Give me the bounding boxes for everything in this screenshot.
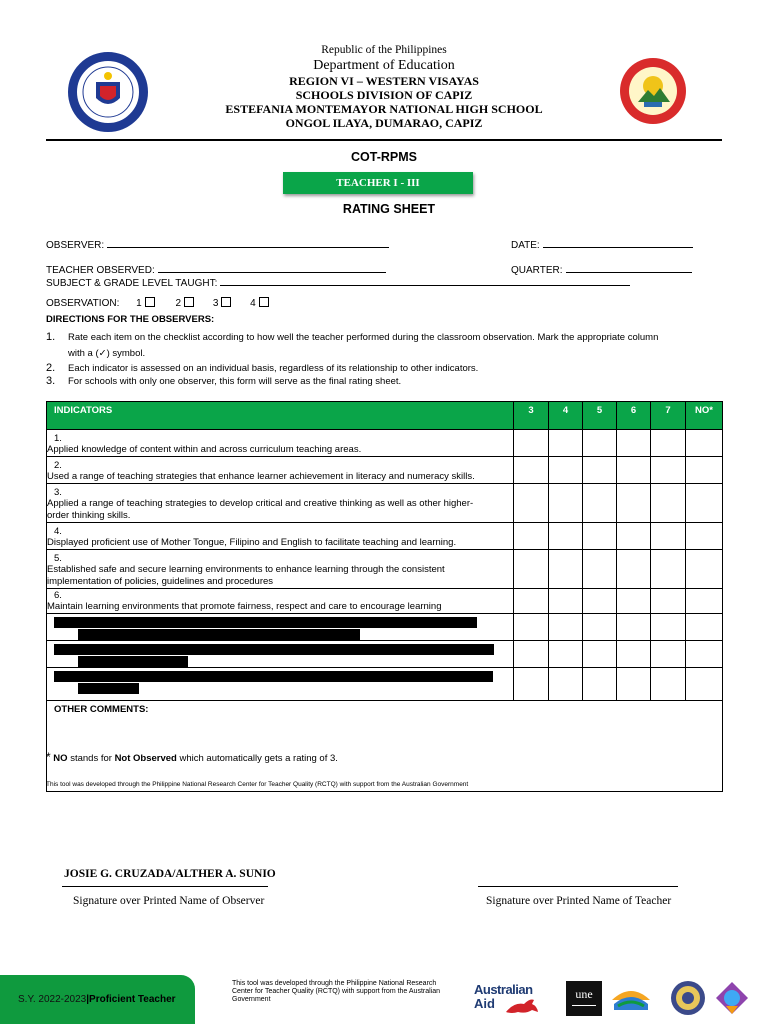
observation-option-2[interactable] [175, 298, 194, 309]
table-row [47, 523, 723, 550]
header-school: ESTEFANIA MONTEMAYOR NATIONAL HIGH SCHOOL [225, 102, 543, 116]
redacted-row [47, 641, 723, 668]
footer-separator: | [86, 994, 90, 1005]
rating-cell[interactable] [686, 641, 723, 668]
col-5-header: 5 [583, 402, 617, 430]
footnote-no: NO [50, 753, 68, 764]
subject-field[interactable] [46, 276, 630, 289]
rating-cell[interactable] [651, 430, 686, 457]
observation-label: OBSERVATION: [46, 298, 120, 309]
table-header-row [47, 402, 723, 430]
header-division: SCHOOLS DIVISION OF CAPIZ [295, 88, 473, 102]
row-6-num: 6. [54, 590, 62, 601]
teacher-level-banner [283, 172, 473, 194]
rating-cell[interactable] [651, 614, 686, 641]
observer-line[interactable] [107, 238, 389, 248]
australian-aid-text-2: Aid [474, 996, 495, 1011]
date-label: DATE: [511, 240, 540, 251]
rating-cell[interactable] [549, 614, 583, 641]
observer-field[interactable] [46, 238, 389, 251]
observation-option-1[interactable] [136, 298, 155, 309]
rating-cell[interactable] [583, 484, 617, 523]
rating-cell[interactable] [583, 668, 617, 701]
direction-3-text: For schools with only one observer, this form will serve as the final rating sheet. [68, 376, 402, 387]
direction-2-num: 2. [46, 362, 56, 374]
checkbox-2[interactable] [184, 297, 194, 307]
subject-line[interactable] [220, 276, 630, 286]
rating-cell[interactable] [549, 457, 583, 484]
checkbox-1[interactable] [145, 297, 155, 307]
footnote-mid: stands for [67, 753, 115, 764]
table-row [47, 484, 723, 523]
teacher-level-text: TEACHER I - III [336, 177, 420, 189]
teacher-observed-field[interactable] [46, 263, 386, 276]
rating-cell[interactable] [583, 430, 617, 457]
col-4-header: 4 [549, 402, 583, 430]
rating-cell[interactable] [583, 589, 617, 614]
rating-cell[interactable] [686, 523, 723, 550]
redaction-bar [54, 644, 494, 655]
table-row [47, 457, 723, 484]
table-row [47, 550, 723, 589]
observation-field [46, 297, 269, 309]
observer-label: OBSERVER: [46, 240, 105, 251]
rating-cell[interactable] [514, 550, 549, 589]
rating-cell[interactable] [514, 430, 549, 457]
col-7-header: 7 [651, 402, 686, 430]
rating-cell[interactable] [549, 430, 583, 457]
rating-cell[interactable] [651, 457, 686, 484]
rating-cell[interactable] [686, 614, 723, 641]
rating-cell[interactable] [686, 668, 723, 701]
rctq-logo-icon [712, 980, 752, 1016]
direction-2 [46, 362, 478, 374]
quarter-field[interactable] [511, 263, 692, 276]
redaction-bar [78, 683, 139, 694]
rating-cell[interactable] [617, 523, 651, 550]
rating-cell[interactable] [549, 668, 583, 701]
row-4-num: 4. [54, 526, 62, 537]
row-1-text: Applied knowledge of content within and across curriculum teaching areas. [47, 444, 362, 455]
row-5-num: 5. [54, 553, 62, 564]
option-1-label: 1 [136, 298, 142, 309]
rating-cell[interactable] [651, 523, 686, 550]
col-no-header: NO* [686, 402, 723, 430]
form-title: COT-RPMS [351, 150, 417, 164]
rating-cell[interactable] [514, 641, 549, 668]
option-4-label: 4 [250, 298, 256, 309]
footer-sy: S.Y. 2022-2023 [18, 994, 87, 1005]
university-seal-icon [670, 980, 706, 1016]
quarter-label: QUARTER: [511, 265, 563, 276]
table-row [47, 589, 723, 614]
rating-cell[interactable] [651, 641, 686, 668]
rating-cell[interactable] [617, 550, 651, 589]
rating-cell[interactable] [549, 589, 583, 614]
rating-cell[interactable] [617, 589, 651, 614]
indicators-header: INDICATORS [47, 402, 514, 430]
teacher-signature-line[interactable] [478, 886, 678, 887]
direction-1 [46, 329, 726, 362]
rating-cell[interactable] [651, 668, 686, 701]
rating-cell[interactable] [617, 430, 651, 457]
header-department: Department of Education [313, 58, 455, 73]
row-1-num: 1. [54, 433, 62, 444]
rating-cell[interactable] [583, 457, 617, 484]
option-2-label: 2 [175, 298, 182, 309]
observer-name: JOSIE G. CRUZADA/ALTHER A. SUNIO [64, 868, 276, 880]
seameo-innotech-logo-icon [608, 980, 654, 1016]
rating-cell[interactable] [617, 614, 651, 641]
col-3-header: 3 [514, 402, 549, 430]
direction-3 [46, 375, 401, 387]
other-comments-label: OTHER COMMENTS: [54, 704, 149, 715]
rating-cell[interactable] [617, 668, 651, 701]
direction-2-text: Each indicator is assessed on an individual basis, regardless of its relationship to other indicators. [68, 363, 479, 374]
row-3-num: 3. [54, 487, 62, 498]
table-row [47, 430, 723, 457]
rating-cell[interactable] [583, 550, 617, 589]
rating-cell[interactable] [514, 668, 549, 701]
header-divider [46, 139, 722, 141]
footnote-mark: * [46, 750, 51, 764]
rating-cell[interactable] [514, 589, 549, 614]
rating-cell[interactable] [686, 589, 723, 614]
header-region: REGION VI – WESTERN VISAYAS [289, 74, 479, 88]
teacher-observed-line[interactable] [158, 263, 386, 273]
teacher-caption: Signature over Printed Name of Teacher [486, 895, 672, 907]
rating-sheet-title: RATING SHEET [342, 202, 436, 216]
checkbox-3[interactable] [221, 297, 231, 307]
redacted-row [47, 668, 723, 701]
rating-cell[interactable] [514, 614, 549, 641]
observer-signature-line[interactable] [62, 886, 268, 887]
rating-cell[interactable] [583, 523, 617, 550]
australian-aid-text-1: Australian [474, 982, 533, 997]
observation-option-4[interactable] [250, 298, 269, 309]
rating-cell[interactable] [583, 614, 617, 641]
redaction-bar [78, 629, 360, 640]
rating-cell[interactable] [549, 523, 583, 550]
rating-cell[interactable] [549, 484, 583, 523]
date-line[interactable] [543, 238, 693, 248]
direction-1-text: Rate each item on the checklist according to how well the teacher performed during the classroom observation. Mark the appropriate column [68, 332, 659, 343]
directions-heading: DIRECTIONS FOR THE OBSERVERS: [46, 314, 215, 325]
direction-1-text-cont: with a (✓) symbol. [68, 348, 146, 359]
footer-note: This tool was developed through the Philippine National Research Center for Teacher Quality (RCTQ) with support from the Australian Government [232, 980, 441, 1003]
rating-cell[interactable] [583, 641, 617, 668]
other-comments-row[interactable] [47, 701, 723, 792]
redaction-bar [54, 617, 477, 628]
rating-cell[interactable] [514, 523, 549, 550]
rating-cell[interactable] [651, 589, 686, 614]
rating-cell[interactable] [549, 641, 583, 668]
row-4-text: Displayed proficient use of Mother Tongue, Filipino and English to facilitate teaching and learning. [47, 537, 457, 548]
rating-cell[interactable] [686, 550, 723, 589]
teacher-observed-label: TEACHER OBSERVED: [46, 265, 155, 276]
rating-cell[interactable] [617, 457, 651, 484]
observer-caption: Signature over Printed Name of Observer [73, 895, 265, 907]
rating-cell[interactable] [651, 550, 686, 589]
une-logo [566, 981, 602, 1016]
indicators-table [46, 401, 723, 792]
col-6-header: 6 [617, 402, 651, 430]
row-2-text: Used a range of teaching strategies that enhance learner achievement in literacy and numeracy skills. [47, 471, 475, 482]
kangaroo-icon [504, 996, 540, 1016]
footnote-post: which automatically gets a rating of 3. [176, 753, 338, 764]
row-5-text: Established safe and secure learning environments to enhance learning through the consistent implementation of policies, guidelines and procedures [47, 564, 445, 587]
footer-level: Proficient Teacher [89, 994, 176, 1005]
header-republic: Republic of the Philippines [321, 44, 447, 56]
observation-option-3[interactable] [213, 298, 232, 309]
footer-badge [0, 975, 195, 1024]
rating-cell[interactable] [686, 430, 723, 457]
redaction-bar [54, 671, 493, 682]
rating-cell[interactable] [514, 484, 549, 523]
direction-1-num: 1. [46, 331, 56, 343]
option-3-label: 3 [212, 298, 219, 309]
australian-aid-logo [474, 982, 554, 1018]
row-3-text: Applied a range of teaching strategies to develop critical and creative thinking as well as other higher-order thinking skills. [47, 498, 474, 521]
quarter-line[interactable] [566, 263, 692, 273]
rating-cell[interactable] [686, 484, 723, 523]
rating-cell[interactable] [514, 457, 549, 484]
header-address: ONGOL ILAYA, DUMARAO, CAPIZ [285, 116, 483, 130]
rating-cell[interactable] [549, 550, 583, 589]
rating-cell[interactable] [617, 641, 651, 668]
redacted-row [47, 614, 723, 641]
tool-note: This tool was developed through the Philippine National Research Center for Teacher Quality (RCTQ) with support from the Australian Government [46, 781, 469, 788]
footnote [46, 750, 338, 764]
subject-label: SUBJECT & GRADE LEVEL TAUGHT: [46, 278, 218, 289]
row-6-text: Maintain learning environments that promote fairness, respect and care to encourage learning [47, 601, 442, 612]
redaction-bar [78, 656, 188, 667]
date-field[interactable] [511, 238, 693, 251]
footnote-not-observed: Not Observed [114, 753, 177, 764]
une-text: une [575, 987, 593, 1001]
rating-cell[interactable] [686, 457, 723, 484]
rating-cell[interactable] [651, 484, 686, 523]
direction-3-num: 3. [46, 375, 56, 387]
rating-cell[interactable] [617, 484, 651, 523]
checkbox-4[interactable] [259, 297, 269, 307]
row-2-num: 2. [54, 460, 62, 471]
